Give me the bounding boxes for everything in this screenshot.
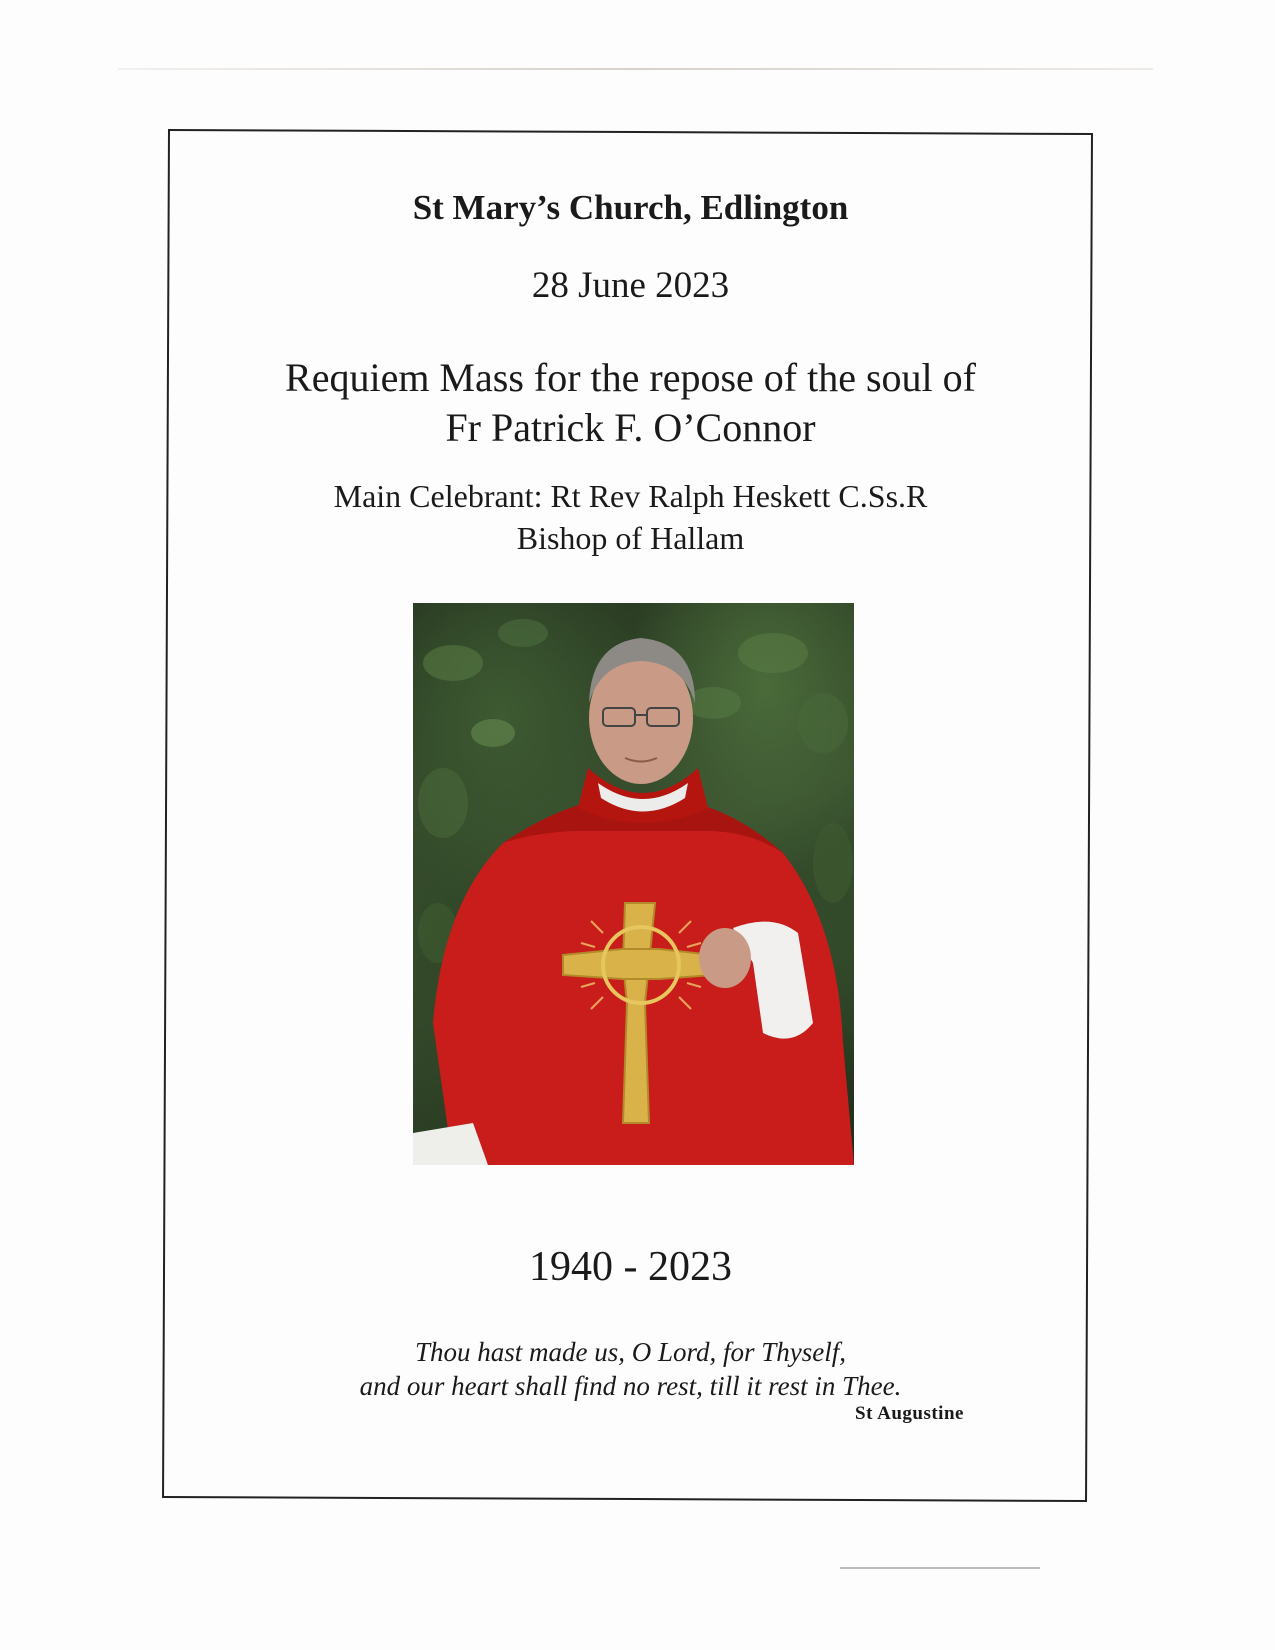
priest-portrait-photo (413, 603, 854, 1165)
church-name: St Mary’s Church, Edlington (412, 188, 849, 227)
quote-attribution: St Augustine (855, 1403, 964, 1424)
main-celebrant: Main Celebrant: Rt Rev Ralph Heskett C.Ss.R (333, 478, 928, 514)
life-years: 1940 - 2023 (529, 1244, 732, 1290)
bishop-title: Bishop of Hallam (516, 520, 745, 556)
service-date: 28 June 2023 (531, 265, 730, 306)
paper-edge-top (118, 68, 1153, 70)
mass-title: Requiem Mass for the repose of the soul of (285, 355, 976, 400)
quote-line-2: and our heart shall find no rest, till it rest in Thee. (359, 1371, 902, 1401)
priest-name: Fr Patrick F. O’Connor (445, 405, 816, 450)
paper-edge-bottom (840, 1567, 1040, 1569)
quote-line-1: Thou hast made us, O Lord, for Thyself, (414, 1337, 847, 1367)
